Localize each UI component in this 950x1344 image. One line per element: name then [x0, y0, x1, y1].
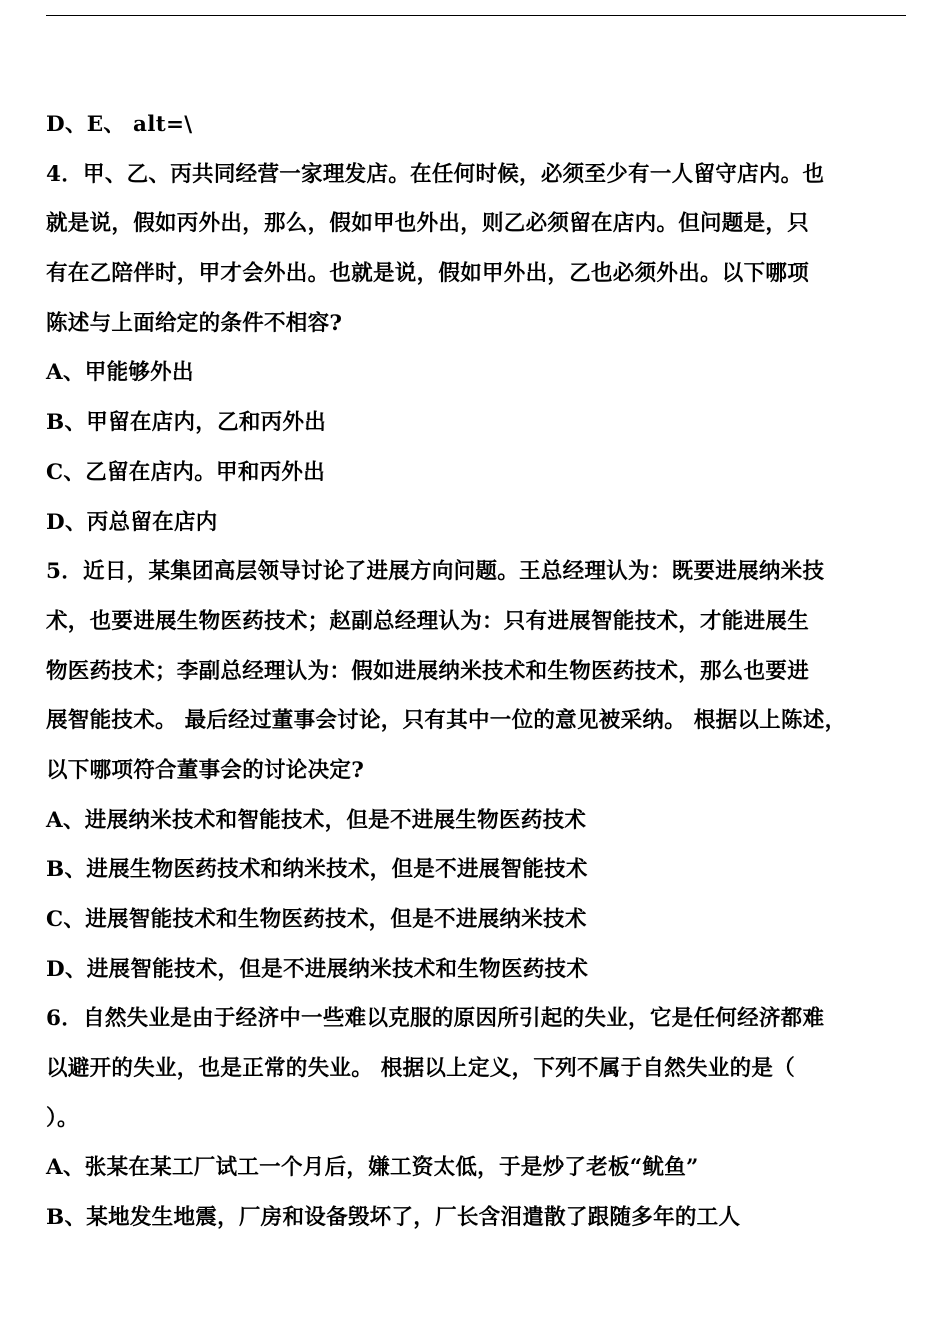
question-5-line: 术，也要进展生物医药技术；赵副总经理认为：只有进展智能技术，才能进展生	[46, 608, 810, 634]
question-5-option-a: A、进展纳米技术和智能技术，但是不进展生物医药技术	[46, 807, 587, 833]
question-6-line: 6．自然失业是由于经济中一些难以克服的原因所引起的失业，它是任何经济都难	[46, 1006, 825, 1032]
question-5-option-c: C、进展智能技术和生物医药技术，但是不进展纳米技术	[46, 907, 587, 932]
question-4-option-a: A、甲能够外出	[46, 360, 194, 386]
question-5-line: 以下哪项符合董事会的讨论决定?	[46, 757, 365, 783]
question-6-line: ）。	[46, 1105, 79, 1131]
question-5-line: 5．近日，某集团高层领导讨论了进展方向问题。王总经理认为：既要进展纳米技	[46, 559, 825, 585]
question-5-line: 物医药技术；李副总经理认为：假如进展纳米技术和生物医药技术，那么也要进	[46, 658, 810, 684]
question-6-line: 以避开的失业，也是正常的失业。 根据以上定义，下列不属于自然失业的是（	[46, 1056, 795, 1082]
document-body	[46, 100, 914, 1243]
question-4-option-b: B、甲留在店内，乙和丙外出	[46, 410, 327, 436]
question-4-line: 就是说，假如丙外出，那么，假如甲也外出，则乙必须留在店内。但问题是，只	[46, 211, 810, 237]
question-4-line: 4．甲、乙、丙共同经营一家理发店。在任何时候，必须至少有一人留守店内。也	[46, 161, 825, 187]
question-5-option-b: B、进展生物医药技术和纳米技术，但是不进展智能技术	[46, 857, 588, 883]
question-6-option-b: B、某地发生地震，厂房和设备毁坏了，厂长含泪遣散了跟随多年的工人	[46, 1205, 741, 1231]
question-5-option-d: D、进展智能技术，但是不进展纳米技术和生物医药技术	[46, 956, 589, 982]
option-line: D、E、 alt=\	[46, 112, 193, 137]
question-4-line: 陈述与上面给定的条件不相容?	[46, 310, 343, 336]
question-5-line: 展智能技术。 最后经过董事会讨论，只有其中一位的意见被采纳。 根据以上陈述，	[46, 708, 847, 734]
question-6-option-a: A、张某在某工厂试工一个月后，嫌工资太低，于是炒了老板“鱿鱼”	[46, 1155, 699, 1181]
question-4-option-c: C、乙留在店内。甲和丙外出	[46, 459, 326, 485]
question-4-option-d: D、丙总留在店内	[46, 509, 218, 535]
header-rule	[46, 15, 906, 16]
question-4-line: 有在乙陪伴时，甲才会外出。也就是说，假如甲外出，乙也必须外出。以下哪项	[46, 261, 810, 287]
